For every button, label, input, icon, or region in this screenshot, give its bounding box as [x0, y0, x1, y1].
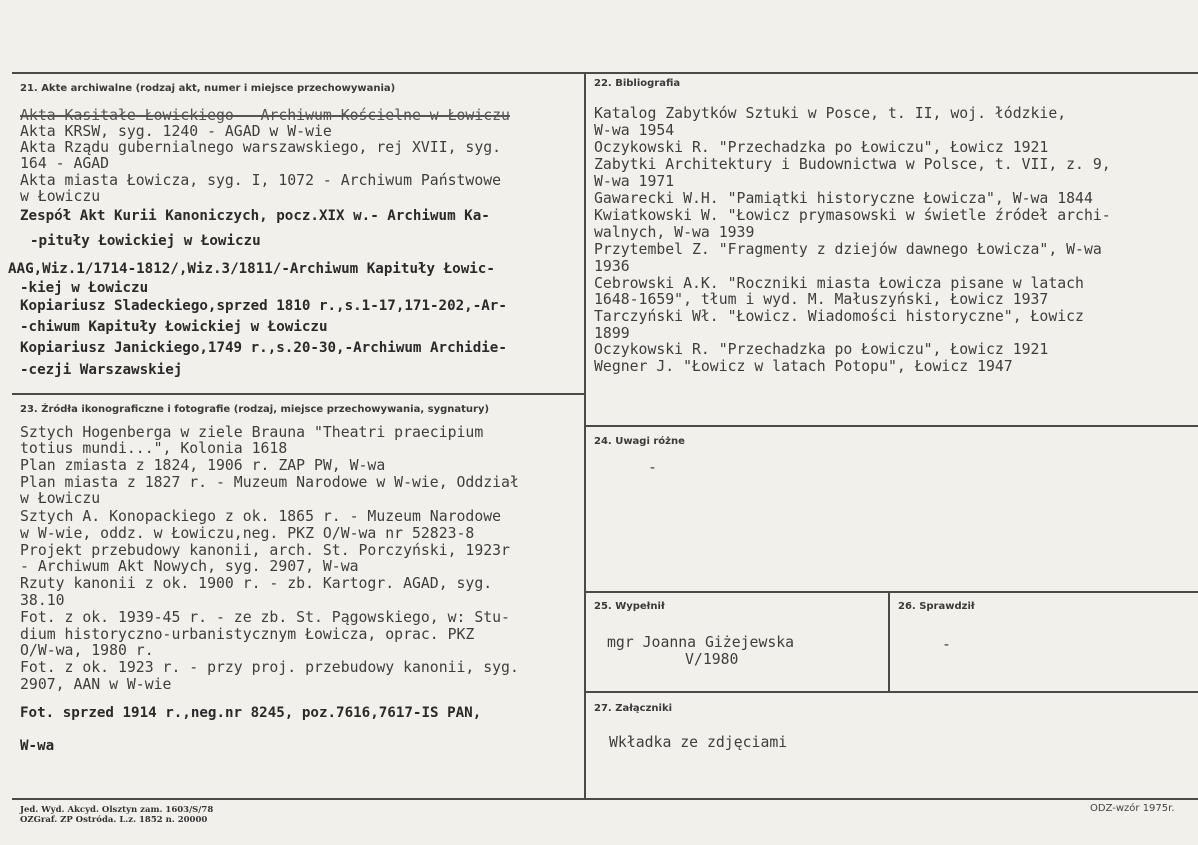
s23-line: Fot. z ok. 1939-45 r. - ze zb. St. Pągowskiego, w: Stu- [20, 609, 510, 626]
rule-22-24 [584, 425, 1198, 427]
printer-line-2: OZGraf. ZP Ostróda. L.z. 1852 n. 20000 [20, 815, 208, 825]
printer-line-1: Jed. Wyd. Akcyd. Olsztyn zam. 1603/S/78 [20, 805, 214, 815]
s21-bold-line: -kiej w Łowiczu [20, 280, 149, 296]
s21-bold-line: -pituły Łowickiej w Łowiczu [30, 233, 261, 249]
bottom-rule [12, 798, 1198, 800]
s21-struck-line: Akta Kasitałe Łowickiego - Archiwum Kościelne w Łowiczu [20, 107, 510, 124]
s21-bold-line: AAG,Wiz.1/1714-1812/,Wiz.3/1811/-Archiwum Kapituły Łowic- [8, 261, 495, 277]
s22-line: Oczykowski R. "Przechadzka po Łowiczu", Łowicz 1921 [594, 139, 1049, 156]
s25-date: V/1980 [685, 651, 739, 668]
s22-line: W-wa 1971 [594, 173, 675, 190]
s23-line: Plan miasta z 1827 r. - Muzeum Narodowe w W-wie, Oddział [20, 474, 519, 491]
s26-value: - [942, 636, 951, 653]
divider-25-26 [888, 591, 890, 692]
s23-line: Fot. z ok. 1923 r. - przy proj. przebudowy kanonii, syg. [20, 659, 519, 676]
s23-line: 2907, AAN w W-wie [20, 676, 172, 693]
s23-line: Projekt przebudowy kanonii, arch. St. Porczyński, 1923r [20, 542, 510, 559]
s21-bold-line: Kopiariusz Sladeckiego,sprzed 1810 r.,s.1-17,171-202,-Ar- [20, 298, 507, 314]
s23-line: w Łowiczu [20, 490, 101, 507]
s21-line: 164 - AGAD [20, 155, 110, 172]
s21-bold-line: -cezji Warszawskiej [20, 362, 183, 378]
s23-line: 38.10 [20, 592, 65, 609]
top-rule [12, 72, 1198, 74]
s26-header: 26. Sprawdził [898, 601, 975, 612]
s21-header: 21. Akte archiwalne (rodzaj akt, numer i miejsce przechowywania) [20, 83, 396, 94]
s24-header: 24. Uwagi różne [594, 436, 685, 447]
s23-line: - Archiwum Akt Nowych, syg. 2907, W-wa [20, 558, 359, 575]
s23-line: Plan zmiasta z 1824, 1906 r. ZAP PW, W-wa [20, 457, 386, 474]
center-divider [584, 72, 586, 799]
s21-line: Akta KRSW, syg. 1240 - AGAD w W-wie [20, 123, 332, 140]
s23-line: O/W-wa, 1980 r. [20, 642, 154, 659]
s21-bold-line: Zespół Akt Kurii Kanoniczych, pocz.XIX w.- Archiwum Ka- [20, 208, 490, 224]
s27-header: 27. Załączniki [594, 703, 673, 714]
s24-value: - [648, 459, 657, 476]
s22-line: Zabytki Architektury i Budownictwa w Polsce, t. VII, z. 9, [594, 156, 1111, 173]
s22-line: Przytembel Z. "Fragmenty z dziejów dawnego Łowicza", W-wa [594, 241, 1102, 258]
form-id: ODZ-wzór 1975r. [1090, 803, 1175, 814]
s22-line: Oczykowski R. "Przechadzka po Łowiczu", Łowicz 1921 [594, 341, 1049, 358]
s23-bold-line: Fot. sprzed 1914 r.,neg.nr 8245, poz.7616,7617-IS PAN, [20, 705, 482, 721]
s25-name: mgr Joanna Giżejewska [607, 634, 795, 651]
s22-line: 1648-1659", tłum i wyd. M. Małuszyński, Łowicz 1937 [594, 291, 1049, 308]
s23-bold-line: W-wa [20, 738, 55, 754]
s25-header: 25. Wypełnił [594, 601, 665, 612]
s22-line: walnych, W-wa 1939 [594, 224, 755, 241]
s22-line: 1899 [594, 325, 630, 342]
s22-line: Katalog Zabytków Sztuki w Posce, t. II, woj. łódzkie, [594, 105, 1067, 122]
s22-line: Wegner J. "Łowicz w latach Potopu", Łowicz 1947 [594, 358, 1013, 375]
s23-line: w W-wie, oddz. w Łowiczu,neg. PKZ O/W-wa nr 52823-8 [20, 525, 475, 542]
rule-24-25 [584, 591, 1198, 593]
s21-line: Akta Rządu gubernialnego warszawskiego, rej XVII, syg. [20, 139, 502, 156]
s23-line: totius mundi...", Kolonia 1618 [20, 440, 288, 457]
s21-line: w Łowiczu [20, 188, 101, 205]
s22-line: Cebrowski A.K. "Roczniki miasta Łowicza pisane w latach [594, 275, 1084, 292]
s23-line: Sztych Hogenberga w ziele Brauna "Theatri praecipium [20, 424, 484, 441]
s21-line: Akta miasta Łowicza, syg. I, 1072 - Archiwum Państwowe [20, 172, 502, 189]
s22-line: Kwiatkowski W. "Łowicz prymasowski w świetle źródeł archi- [594, 207, 1111, 224]
s22-line: W-wa 1954 [594, 122, 675, 139]
s22-header: 22. Bibliografia [594, 78, 681, 89]
rule-25-27 [584, 691, 1198, 693]
rule-21-23 [12, 393, 586, 395]
s22-line: Tarczyński Wł. "Łowicz. Wiadomości historyczne", Łowicz [594, 308, 1084, 325]
s21-bold-line: -chiwum Kapituły Łowickiej w Łowiczu [20, 319, 328, 335]
s27-value: Wkładka ze zdjęciami [609, 734, 788, 751]
s22-line: Gawarecki W.H. "Pamiątki historyczne Łowicza", W-wa 1844 [594, 190, 1093, 207]
s23-line: dium historyczno-urbanistycznym Łowicza, oprac. PKZ [20, 626, 475, 643]
s21-bold-line: Kopiariusz Janickiego,1749 r.,s.20-30,-Archiwum Archidie- [20, 340, 507, 356]
s23-line: Rzuty kanonii z ok. 1900 r. - zb. Kartogr. AGAD, syg. [20, 575, 493, 592]
s22-line: 1936 [594, 258, 630, 275]
s23-line: Sztych A. Konopackiego z ok. 1865 r. - Muzeum Narodowe [20, 508, 502, 525]
s23-header: 23. Źródła ikonograficzne i fotografie (rodzaj, miejsce przechowywania, sygnatury) [20, 404, 490, 415]
